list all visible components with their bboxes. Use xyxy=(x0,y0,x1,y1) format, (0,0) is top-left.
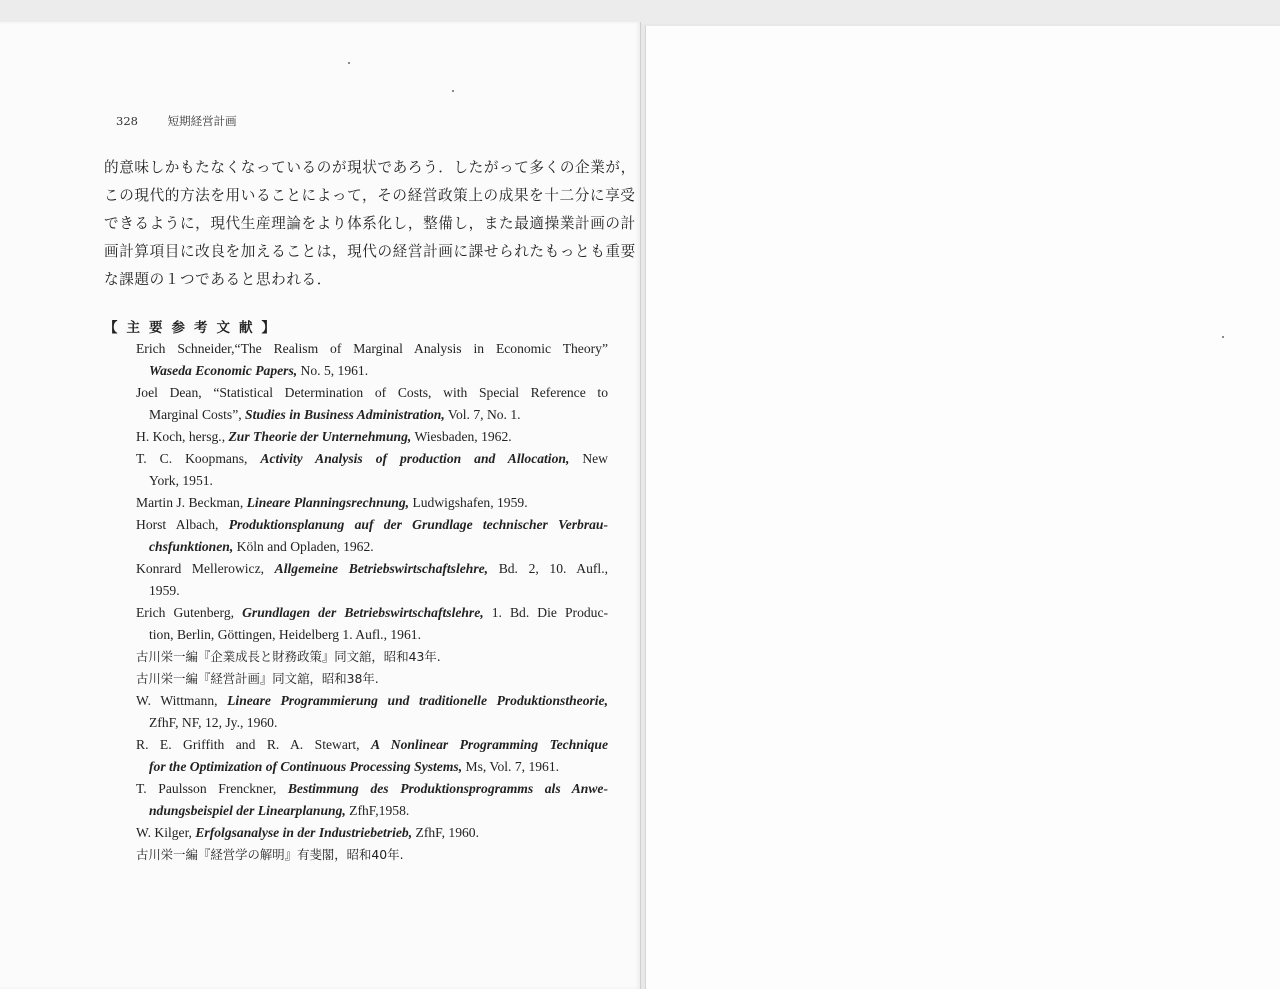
reference-item xyxy=(136,492,621,514)
scan-speck xyxy=(1222,336,1224,338)
reference-item xyxy=(136,668,621,690)
reference-item xyxy=(136,690,621,734)
running-head xyxy=(116,113,237,129)
references-heading: 【主要参考文献】 xyxy=(104,320,284,336)
reference-item xyxy=(136,602,621,646)
reference-line: 古川栄一編『経営計画』同文舘，昭和38年. xyxy=(136,671,379,686)
reference-item xyxy=(136,426,621,448)
reference-line: ZfhF, NF, 12, Jy., 1960. xyxy=(149,715,278,730)
scanner-top-strip xyxy=(0,0,1280,24)
reference-line: for the Optimization of Continuous Processing Systems, Ms, Vol. 7, 1961. xyxy=(149,759,560,774)
reference-line: tion, Berlin, Göttingen, Heidelberg 1. Aufl., 1961. xyxy=(149,627,421,642)
reference-line: H. Koch, hersg., Zur Theorie der Unternehmung, Wiesbaden, 1962. xyxy=(136,429,512,444)
reference-item xyxy=(136,822,621,844)
reference-line: Erich Gutenberg, Grundlagen der Betriebswirtschaftslehre, 1. Bd. Die Produc- xyxy=(136,605,608,620)
reference-line: Joel Dean, “Statistical Determination of Costs, with Special Reference to xyxy=(136,385,608,400)
reference-item xyxy=(136,734,621,778)
reference-line: T. C. Koopmans, Activity Analysis of production and Allocation, New xyxy=(136,451,608,466)
reference-line: T. Paulsson Frenckner, Bestimmung des Produktionsprogramms als Anwe- xyxy=(136,781,608,796)
reference-line: Waseda Economic Papers, No. 5, 1961. xyxy=(149,363,369,378)
body-line: な課題の１つであると思われる． xyxy=(104,271,332,288)
reference-item xyxy=(136,382,621,426)
reference-line: W. Kilger, Erfolgsanalyse in der Industriebetrieb, ZfhF, 1960. xyxy=(136,825,480,840)
reference-line: York, 1951. xyxy=(149,473,213,488)
reference-item xyxy=(136,558,621,602)
reference-line: W. Wittmann, Lineare Programmierung und traditionelle Produktionstheorie, xyxy=(136,693,608,708)
reference-line: chsfunktionen, Köln and Opladen, 1962. xyxy=(149,539,374,554)
scan-speck xyxy=(348,62,350,64)
reference-line: 1959. xyxy=(149,583,180,598)
body-line: 画計算項目に改良を加えることは，現代の経営計画に課せられたもっとも重要 xyxy=(104,243,636,260)
scan-speck xyxy=(452,90,454,92)
reference-line: Konrard Mellerowicz, Allgemeine Betriebswirtschaftslehre, Bd. 2, 10. Aufl., xyxy=(136,561,608,576)
reference-line: Martin J. Beckman, Lineare Planningsrechnung, Ludwigshafen, 1959. xyxy=(136,495,528,510)
reference-item xyxy=(136,338,621,382)
body-line: 的意味しかもたなくなっているのが現状であろう．したがって多くの企業が， xyxy=(104,159,636,176)
body-paragraph xyxy=(104,154,636,294)
running-title: 短期経営計画 xyxy=(167,114,237,128)
reference-line: R. E. Griffith and R. A. Stewart, A Nonlinear Programming Technique xyxy=(136,737,608,752)
reference-item xyxy=(136,844,621,866)
reference-item xyxy=(136,646,621,668)
reference-item xyxy=(136,514,621,558)
right-page-blank xyxy=(645,26,1280,989)
body-line: できるように，現代生産理論をより体系化し，整備し，また最適操業計画の計 xyxy=(104,215,636,232)
reference-item xyxy=(136,448,621,492)
reference-line: ndungsbeispiel der Linearplanung, ZfhF,1958. xyxy=(149,803,410,818)
reference-line: 古川栄一編『企業成長と財務政策』同文舘，昭和43年. xyxy=(136,649,441,664)
reference-line: Horst Albach, Produktionsplanung auf der Grundlage technischer Verbrau- xyxy=(136,517,608,532)
page-number: 328 xyxy=(116,114,138,128)
reference-line: 古川栄一編『経営学の解明』有斐閣，昭和40年. xyxy=(136,847,404,862)
reference-item xyxy=(136,778,621,822)
reference-list xyxy=(136,338,621,866)
reference-line: Marginal Costs”, Studies in Business Administration, Vol. 7, No. 1. xyxy=(149,407,521,422)
reference-line: Erich Schneider,“The Realism of Marginal Analysis in Economic Theory” xyxy=(136,341,608,356)
body-line: この現代的方法を用いることによって，その経営政策上の成果を十二分に享受 xyxy=(104,187,636,204)
